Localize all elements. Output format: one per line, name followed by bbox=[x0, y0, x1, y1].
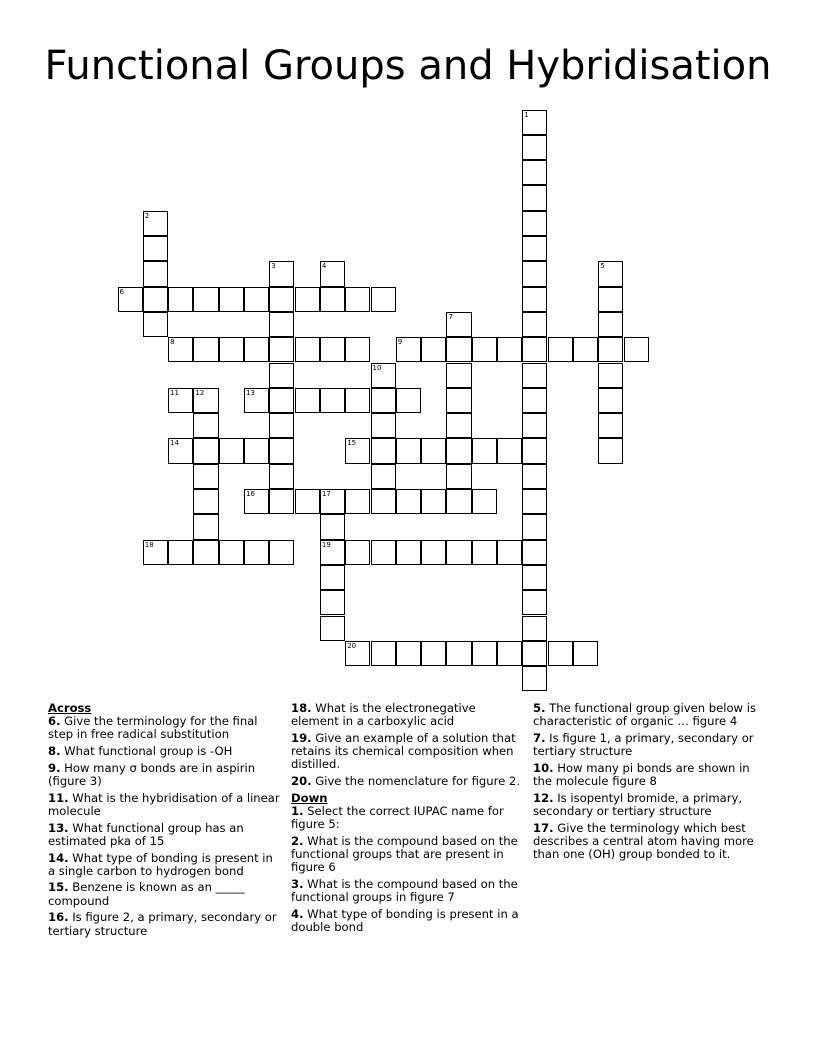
grid-cell[interactable] bbox=[522, 110, 547, 135]
clue-number: 15 bbox=[347, 439, 357, 448]
clue-number: 7 bbox=[448, 312, 453, 321]
grid-cell[interactable] bbox=[193, 540, 218, 565]
grid-cell[interactable] bbox=[193, 464, 218, 489]
clue-number: 17. bbox=[533, 820, 554, 835]
grid-cell[interactable] bbox=[244, 540, 269, 565]
clue-number: 16 bbox=[246, 490, 255, 498]
down-clue bbox=[533, 732, 765, 758]
grid-cell[interactable] bbox=[573, 337, 598, 362]
clue-number: 2 bbox=[144, 211, 150, 220]
clue-text: What functional group is -OH bbox=[64, 744, 233, 759]
clue-number: 11. bbox=[48, 790, 69, 805]
grid-cell[interactable] bbox=[522, 514, 547, 539]
grid-cell[interactable] bbox=[472, 489, 497, 514]
clue-text: Give the terminology for the final step in free radical substitution bbox=[48, 714, 258, 742]
grid-cell[interactable] bbox=[269, 540, 294, 565]
grid-cell[interactable] bbox=[345, 337, 370, 362]
clue-number: 4. bbox=[291, 906, 304, 921]
clue-text: What type of bonding is present in a double bond bbox=[291, 906, 519, 935]
grid-cell[interactable] bbox=[168, 287, 193, 312]
clue-number: 8. bbox=[48, 744, 61, 759]
grid-cell[interactable] bbox=[143, 211, 168, 236]
grid-cell[interactable] bbox=[421, 438, 446, 463]
page-title: Functional Groups and Hybridisation bbox=[44, 43, 772, 89]
grid-cell[interactable] bbox=[219, 540, 244, 565]
grid-cell[interactable] bbox=[446, 540, 471, 565]
grid-cell[interactable] bbox=[497, 540, 522, 565]
grid-cell[interactable] bbox=[345, 388, 370, 413]
clue-number: 14 bbox=[170, 439, 180, 448]
grid-cell[interactable] bbox=[168, 540, 193, 565]
grid-cell[interactable] bbox=[244, 388, 269, 413]
grid-cell[interactable] bbox=[269, 388, 294, 413]
down-clue bbox=[291, 835, 523, 875]
across-clue bbox=[48, 852, 280, 878]
clue-number: 3 bbox=[271, 262, 276, 271]
clue-number: 12. bbox=[533, 790, 554, 805]
grid-cell[interactable] bbox=[320, 540, 345, 565]
grid-cell[interactable] bbox=[219, 337, 244, 362]
grid-cell[interactable] bbox=[168, 337, 193, 362]
grid-cell[interactable] bbox=[421, 540, 446, 565]
grid-cell[interactable] bbox=[244, 438, 269, 463]
grid-cell[interactable] bbox=[522, 261, 547, 286]
clue-text: What is the compound based on the functional groups that are present in figure 6 bbox=[291, 833, 518, 875]
clue-text: What is the electronegative element in a carboxylic acid bbox=[291, 701, 476, 729]
grid-cell[interactable] bbox=[269, 438, 294, 463]
grid-cell[interactable] bbox=[522, 337, 547, 362]
grid-cell[interactable] bbox=[497, 641, 522, 666]
grid-cell[interactable] bbox=[396, 388, 421, 413]
grid-cell[interactable] bbox=[472, 337, 497, 362]
grid-cell[interactable] bbox=[269, 489, 294, 514]
grid-cell[interactable] bbox=[320, 616, 345, 641]
clue-number: 14. bbox=[48, 850, 69, 865]
grid-cell[interactable] bbox=[624, 337, 649, 362]
grid-cell[interactable] bbox=[421, 489, 446, 514]
grid-cell[interactable] bbox=[219, 438, 244, 463]
clue-text: Select the correct IUPAC name for figure 5: bbox=[291, 803, 504, 832]
clue-text: The functional group given below is characteristic of organic … figure 4 bbox=[533, 701, 756, 729]
clue-number: 8 bbox=[170, 338, 175, 347]
grid-cell[interactable] bbox=[269, 287, 294, 312]
across-clue bbox=[48, 822, 280, 848]
grid-cell[interactable] bbox=[345, 540, 370, 565]
grid-cell[interactable] bbox=[244, 337, 269, 362]
grid-cell[interactable] bbox=[143, 261, 168, 286]
grid-cell[interactable] bbox=[371, 287, 396, 312]
across-clue bbox=[48, 792, 280, 818]
clue-number: 6 bbox=[119, 287, 124, 296]
grid-cell[interactable] bbox=[244, 489, 269, 514]
clue-text: Is figure 1, a primary, secondary or tertiary structure bbox=[533, 730, 754, 759]
grid-cell[interactable] bbox=[522, 363, 547, 388]
grid-cell[interactable] bbox=[396, 489, 421, 514]
down-clue bbox=[533, 822, 765, 862]
grid-cell[interactable] bbox=[421, 337, 446, 362]
grid-cell[interactable] bbox=[320, 514, 345, 539]
grid-cell[interactable] bbox=[598, 312, 623, 337]
grid-cell[interactable] bbox=[522, 287, 547, 312]
grid-cell[interactable] bbox=[446, 363, 471, 388]
grid-cell[interactable] bbox=[472, 540, 497, 565]
grid-cell[interactable] bbox=[421, 641, 446, 666]
grid-cell[interactable] bbox=[193, 514, 218, 539]
grid-cell[interactable] bbox=[446, 489, 471, 514]
across-clue bbox=[291, 775, 523, 788]
across-clue bbox=[291, 702, 523, 728]
clue-number: 11 bbox=[170, 388, 180, 397]
grid-cell[interactable] bbox=[269, 312, 294, 337]
grid-cell[interactable] bbox=[446, 641, 471, 666]
down-clue bbox=[291, 805, 523, 831]
grid-cell[interactable] bbox=[345, 287, 370, 312]
across-clue bbox=[48, 762, 280, 788]
grid-cell[interactable] bbox=[598, 261, 623, 286]
grid-cell[interactable] bbox=[446, 312, 471, 337]
grid-cell[interactable] bbox=[193, 438, 218, 463]
clue-number: 1 bbox=[524, 110, 529, 119]
grid-cell[interactable] bbox=[269, 261, 294, 286]
across-clue bbox=[291, 732, 523, 772]
grid-cell[interactable] bbox=[522, 160, 547, 185]
grid-cell[interactable] bbox=[193, 287, 218, 312]
across-heading: Across bbox=[48, 701, 92, 715]
down-clue bbox=[533, 702, 765, 728]
grid-cell[interactable] bbox=[522, 312, 547, 337]
clue-number: 16. bbox=[48, 910, 69, 925]
clue-number: 4 bbox=[321, 262, 327, 271]
grid-cell[interactable] bbox=[320, 489, 345, 514]
grid-cell[interactable] bbox=[497, 438, 522, 463]
grid-cell[interactable] bbox=[522, 236, 547, 261]
grid-cell[interactable] bbox=[396, 540, 421, 565]
clue-number: 9 bbox=[397, 338, 403, 347]
grid-cell[interactable] bbox=[219, 287, 244, 312]
clue-number: 13. bbox=[48, 820, 69, 835]
grid-cell[interactable] bbox=[168, 438, 193, 463]
grid-cell[interactable] bbox=[497, 337, 522, 362]
grid-cell[interactable] bbox=[320, 261, 345, 286]
grid-cell[interactable] bbox=[345, 641, 370, 666]
clue-text: Is figure 2, a primary, secondary or tertiary structure bbox=[48, 910, 277, 938]
clue-number: 7. bbox=[533, 730, 546, 745]
clue-number: 19. bbox=[291, 730, 312, 745]
clues-column-1 bbox=[48, 702, 280, 941]
grid-cell[interactable] bbox=[295, 388, 320, 413]
grid-cell[interactable] bbox=[244, 287, 269, 312]
grid-cell[interactable] bbox=[522, 135, 547, 160]
grid-cell[interactable] bbox=[598, 363, 623, 388]
down-clue bbox=[291, 878, 523, 904]
down-clue bbox=[533, 762, 765, 788]
clue-number: 19 bbox=[321, 540, 331, 549]
clue-number: 3. bbox=[291, 876, 304, 891]
clue-number: 13 bbox=[246, 388, 255, 397]
grid-cell[interactable] bbox=[168, 388, 193, 413]
clue-text: What is the compound based on the functional groups in figure 7 bbox=[291, 876, 518, 905]
grid-cell[interactable] bbox=[295, 337, 320, 362]
grid-cell[interactable] bbox=[345, 489, 370, 514]
grid-cell[interactable] bbox=[522, 464, 547, 489]
grid-cell[interactable] bbox=[320, 565, 345, 590]
grid-cell[interactable] bbox=[522, 616, 547, 641]
grid-cell[interactable] bbox=[345, 438, 370, 463]
grid-cell[interactable] bbox=[396, 641, 421, 666]
grid-cell[interactable] bbox=[472, 438, 497, 463]
grid-cell[interactable] bbox=[573, 641, 598, 666]
clue-text: What functional group has an estimated pka of 15 bbox=[48, 820, 244, 848]
clue-number: 1. bbox=[291, 803, 304, 818]
grid-cell[interactable] bbox=[548, 337, 573, 362]
grid-cell[interactable] bbox=[522, 565, 547, 590]
grid-cell[interactable] bbox=[118, 287, 143, 312]
grid-cell[interactable] bbox=[320, 337, 345, 362]
grid-cell[interactable] bbox=[143, 287, 168, 312]
grid-cell[interactable] bbox=[320, 590, 345, 615]
grid-cell[interactable] bbox=[295, 287, 320, 312]
grid-cell[interactable] bbox=[193, 413, 218, 438]
grid-cell[interactable] bbox=[143, 236, 168, 261]
clue-number: 17 bbox=[321, 490, 331, 498]
clue-number: 6. bbox=[48, 714, 61, 729]
grid-cell[interactable] bbox=[269, 337, 294, 362]
clue-number: 5 bbox=[600, 262, 605, 271]
clue-text: How many pi bonds are shown in the molecule figure 8 bbox=[533, 760, 750, 789]
grid-cell[interactable] bbox=[193, 337, 218, 362]
clue-text: Give the terminology which best describes a central atom having more than one (OH) group bonded to it. bbox=[533, 820, 754, 862]
clue-text: What type of bonding is present in a single carbon to hydrogen bond bbox=[48, 850, 273, 878]
grid-cell[interactable] bbox=[522, 185, 547, 210]
grid-cell[interactable] bbox=[446, 388, 471, 413]
grid-cell[interactable] bbox=[446, 438, 471, 463]
grid-cell[interactable] bbox=[371, 641, 396, 666]
grid-cell[interactable] bbox=[320, 388, 345, 413]
clue-text: Benzene is known as an _____ compound bbox=[48, 880, 245, 908]
grid-cell[interactable] bbox=[371, 540, 396, 565]
clue-text: What is the hybridisation of a linear molecule bbox=[48, 790, 280, 818]
grid-cell[interactable] bbox=[522, 388, 547, 413]
grid-cell[interactable] bbox=[598, 287, 623, 312]
grid-cell[interactable] bbox=[522, 438, 547, 463]
grid-cell[interactable] bbox=[522, 666, 547, 691]
clue-text: Is isopentyl bromide, a primary, secondary or tertiary structure bbox=[533, 790, 743, 818]
clue-number: 9. bbox=[48, 760, 61, 775]
grid-cell[interactable] bbox=[446, 464, 471, 489]
clue-text: Give the nomenclature for figure 2. bbox=[315, 774, 520, 789]
grid-cell[interactable] bbox=[522, 540, 547, 565]
grid-cell[interactable] bbox=[193, 489, 218, 514]
clue-number: 15. bbox=[48, 880, 69, 895]
across-clue bbox=[48, 911, 280, 937]
across-clue bbox=[48, 745, 280, 758]
clues-column-2 bbox=[291, 702, 523, 938]
grid-cell[interactable] bbox=[371, 438, 396, 463]
grid-cell[interactable] bbox=[371, 489, 396, 514]
grid-cell[interactable] bbox=[446, 337, 471, 362]
clue-number: 20 bbox=[347, 641, 357, 650]
grid-cell[interactable] bbox=[446, 413, 471, 438]
clue-number: 12 bbox=[195, 388, 205, 397]
grid-cell[interactable] bbox=[371, 388, 396, 413]
grid-cell[interactable] bbox=[522, 413, 547, 438]
clue-number: 20. bbox=[291, 774, 312, 789]
grid-cell[interactable] bbox=[522, 590, 547, 615]
clue-number: 2. bbox=[291, 833, 304, 848]
grid-cell[interactable] bbox=[143, 312, 168, 337]
grid-cell[interactable] bbox=[598, 438, 623, 463]
clue-number: 18. bbox=[291, 701, 312, 715]
clue-number: 10. bbox=[533, 760, 554, 775]
grid-cell[interactable] bbox=[472, 641, 497, 666]
clues-column-3 bbox=[533, 702, 765, 865]
clue-text: Give an example of a solution that retains its chemical composition when distilled. bbox=[291, 730, 516, 772]
clue-number: 18 bbox=[144, 540, 154, 549]
grid-cell[interactable] bbox=[396, 438, 421, 463]
grid-cell[interactable] bbox=[522, 641, 547, 666]
grid-cell[interactable] bbox=[522, 489, 547, 514]
grid-cell[interactable] bbox=[396, 337, 421, 362]
grid-cell[interactable] bbox=[269, 363, 294, 388]
grid-cell[interactable] bbox=[371, 363, 396, 388]
grid-cell[interactable] bbox=[295, 489, 320, 514]
grid-cell[interactable] bbox=[371, 413, 396, 438]
down-clue bbox=[533, 792, 765, 818]
grid-cell[interactable] bbox=[269, 464, 294, 489]
across-clue bbox=[48, 715, 280, 741]
grid-cell[interactable] bbox=[598, 413, 623, 438]
grid-cell[interactable] bbox=[598, 388, 623, 413]
clue-text: How many σ bonds are in aspirin (figure 3) bbox=[48, 760, 256, 789]
clue-number: 5. bbox=[533, 701, 546, 715]
grid-cell[interactable] bbox=[269, 413, 294, 438]
clue-number: 10 bbox=[372, 363, 382, 372]
down-heading: Down bbox=[291, 790, 328, 805]
grid-cell[interactable] bbox=[522, 211, 547, 236]
across-clue bbox=[48, 881, 280, 907]
grid-cell[interactable] bbox=[598, 337, 623, 362]
down-clue bbox=[291, 908, 523, 934]
grid-cell[interactable] bbox=[371, 464, 396, 489]
grid-cell[interactable] bbox=[548, 641, 573, 666]
grid-cell[interactable] bbox=[143, 540, 168, 565]
grid-cell[interactable] bbox=[193, 388, 218, 413]
grid-cell[interactable] bbox=[320, 287, 345, 312]
